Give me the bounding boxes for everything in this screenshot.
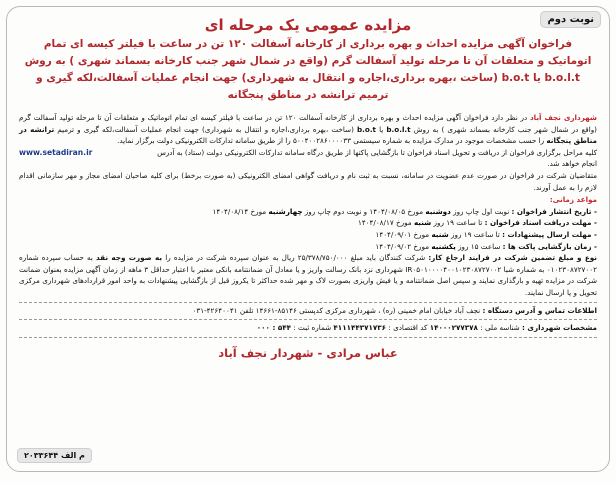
economic-code: ۴۱۱۱۴۴۳۷۱۷۳۶ [333,323,387,333]
method-bot: b.o.t [357,124,376,134]
date-item-day: چهارشنبه [268,206,303,216]
process-tail: انجام خواهد شد. [547,159,597,169]
guarantee-label: نوع و مبلغ تضمین شرکت در فرایند ارجاع کار: [428,253,597,263]
specs-row [19,322,597,334]
date-item-label: - مهلت دریافت اسناد فراخوان : [484,218,597,228]
divider [19,302,597,303]
contact-value: نجف آباد خیابان امام خمینی (ره) ، شهرداری مرکزی کدپستی ۸۵۱۴۶-۱۴۶۶۱ تلفن ۴۲۶۴۰۰۴۱-۰۳۱ [192,305,483,315]
process-text: کلیه مراحل برگزاری فراخوان از دریافت و تحویل اسناد فراخوان تا بازگشایی پاکتها از طریق درگاه سامانه تدارکات الکترونیکی دولت (ستاد) به آدرس [157,147,597,157]
publication-code: م الف ۲۰۳۳۶۴۴ [17,448,92,463]
date-item-text: تا ساعت ۱۹ روز [431,218,485,228]
date-item-proposals [19,229,597,241]
date-item-day: شنبه [431,229,449,239]
national-id-label: شناسه ملی : [477,323,522,333]
intro-text-1: در نظر دارد فراخوان آگهی مزایده احداث و بهره برداری از کارخانه آسفالت ۱۲۰ تن در ساعت با فیلتر کیسه ای تمام اتوماتیک و متعلقات آن تا مرحله تولید آسفالت گرم (واقع در شمال شهر جنب کارخانه بسماند شهری ) به روش [19,113,597,134]
guarantee-text-1: شرکت کنندگان باید مبلغ ۲۵/۳۷۸/۷۵۰/۰۰۰ ریال به عنوان سپرده شرکت در مزایده را [162,253,429,263]
date-item-day: یکشنبه [431,241,456,251]
date-item-opening [19,241,597,253]
date-item-label: - زمان بازگشایی پاکت ها : [502,241,597,251]
setad-link[interactable]: www.setadiran.ir [19,147,93,157]
specs-label: مشخصات شهرداری : [522,323,597,333]
registration-paragraph: متقاضیان شرکت در فراخوان در صورت عدم عضویت در سامانه، نسبت به ثبت نام و دریافت گواهی امضای الکترونیکی (به صورت برخط) برای کلیه صاحبان امضای مجاز و مهر سازمانی اقدام لازم را به عمل آورند. [19,170,597,192]
contact-label: اطلاعات تماس و آدرس دستگاه : [482,305,597,315]
date-item-day: شنبه [413,218,432,228]
date-item-text: تا ساعت ۱۹ روز [448,229,503,239]
dates-heading: مواعد زمانی: [549,195,597,205]
date-item-text: مورخ ۱۴۰۴/۰۸/۱۷ [357,218,414,228]
date-item-text: مورخ ۱۴۰۴/۰۹/۰۲ [375,241,432,251]
issuer-name: شهرداری نجف آباد [529,113,597,122]
intro-mid: یا [375,124,387,134]
notice-frame [6,6,610,472]
process-paragraph [19,147,597,170]
date-item-documents [19,217,597,229]
guarantee-text-2: به حساب سپرده شماره ۰۱۰۲۳۰۸۷۲۷۰۰۲ به شماره شبا IR۰۵۰۱۰۰۰۰۴۰۰۱۰۲۳۰۸۷۲۷۰۰۲ شهرداری نزد بانک رسالت واریز و یا معادل آن ضمانتنامه بانکی معتبر با اعتبار حداقل ۳ ماهه از زمان آگهی مزایده بعنوان ضمانت شرکت در مزایده تهیه و بارگذاری نمایند و سپس اصل ضمانتنامه و یا فیش واریزی بصورت لاک و مهر شده حداکثر تا یکروز قبل از بازگشایی پیشنهادات به واحد امور قراردادهای شهرداری مرکزی تحویل و یا ارسال نمایند. [19,253,597,297]
intro-text-3: را حسب مشخصات موجود در مدارک مزایده به شماره سیستمی ۵۰۰۴۰۰۲۸۶۰۰۰۰۳۳ را از طریق سامانه تدارکات الکترونیکی دولت برگزار نماید. [117,136,547,146]
date-item-text: مورخ ۱۴۰۴/۰۸/۱۴ [212,206,269,216]
divider [19,319,597,320]
registration-label: شماره ثبت : [291,323,334,333]
intro-text-2: (ساخت ،بهره برداری،اجاره و انتقال به شهرداری) جهت انجام عملیات آسفالت،لکه گیری و ترمیم [54,124,357,134]
intro-bold-tail: ترانشه در مناطق پنجگانه [19,124,597,146]
date-item-publish [19,206,597,218]
date-item-text: مورخ ۱۴۰۴/۰۹/۰۱ [375,229,432,239]
date-item-day: دوشنبه [425,206,451,216]
date-item-text: نوبت اول چاپ روز [450,206,512,216]
intro-paragraph [19,112,597,147]
guarantee-paragraph [19,252,597,298]
notice-headline: فراخوان آگهی مزایده احداث و بهره برداری از کارخانه آسفالت ۱۲۰ تن در ساعت با فیلتر کیسه ای تمام اتوماتیک و متعلقات آن تا مرحله تولید آسفالت گرم (واقع در شمال شهر جنب کارخانه بسماند شهری ) به روش b.o.l.t یا b.o.t (ساخت ،بهره برداری،اجاره و انتقال به شهرداری) جهت انجام عملیات آسفالت،لکه گیری و ترمیم ترانشه در مناطق پنجگانه [24,38,592,101]
signature: عباس مرادی - شهردار نجف آباد [218,345,398,360]
method-bolt: b.o.l.t [386,124,411,134]
round-badge: نوبت دوم [540,11,601,28]
date-item-text: ساعت ۱۵ روز [455,241,503,251]
economic-code-label: کد اقتصادی : [386,323,430,333]
guarantee-cash: به صورت وجه نقد [96,253,163,263]
date-item-label: - مهلت ارسال پیشنهادات : [502,229,597,239]
date-item-text: مورخ ۱۴۰۴/۰۸/۰۵ و نوبت دوم چاپ روز [302,206,426,216]
notice-title: مزایده عمومی یک مرحله ای [204,16,412,34]
divider [19,337,597,338]
contact-row [19,305,597,317]
notice-body [19,112,597,359]
date-item-label: - تاریخ انتشار فراخوان : [511,206,597,216]
registration-number: ۵۴۴ : ۰۰۰ [256,323,292,333]
national-id: ۱۴۰۰۰۲۷۷۳۷۸ [429,323,478,333]
